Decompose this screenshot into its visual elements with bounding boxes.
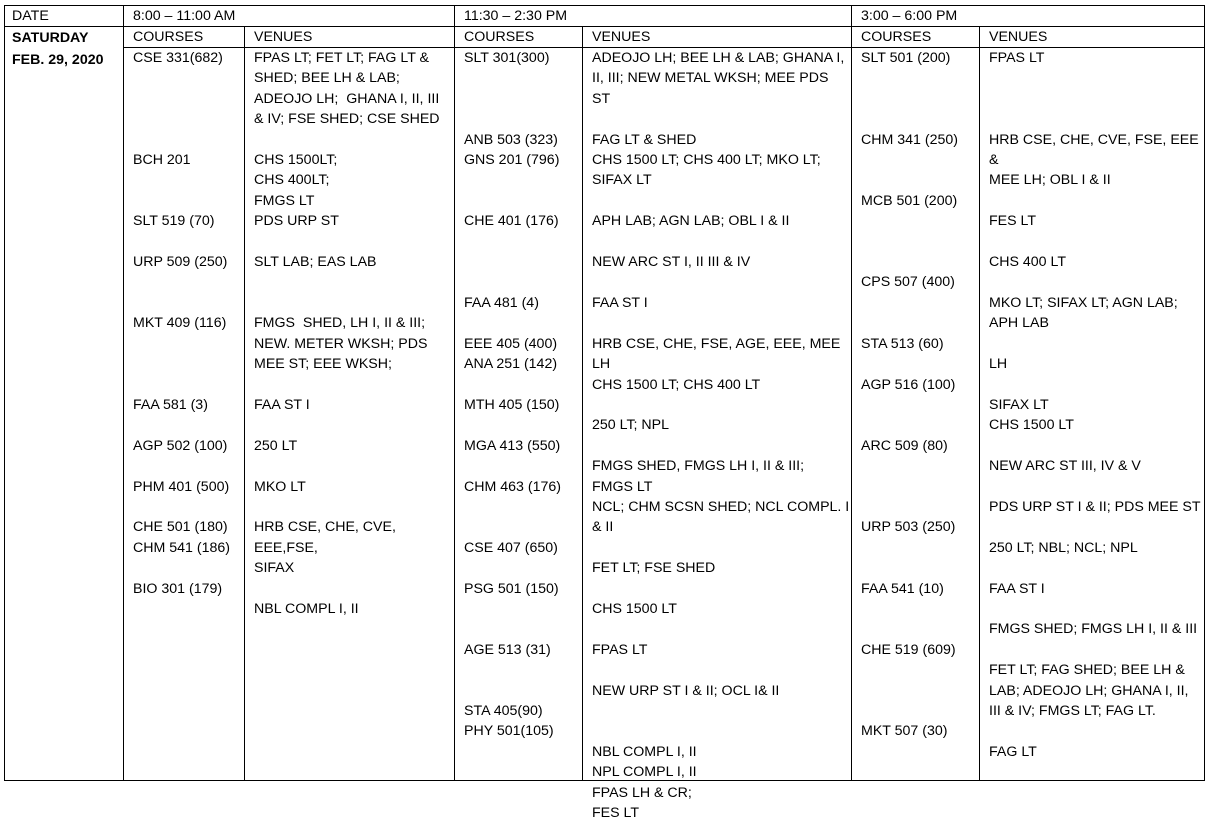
header-slot-afternoon: 11:30 – 2:30 PM xyxy=(464,8,568,24)
afternoon-venues: ADEOJO LH; BEE LH & LAB; GHANA I, II, III; NEW METAL WKSH; MEE PDS ST FAG LT & SHED CHS 1500 LT; CHS 400 LT; MKO LT; SIFAX LT APH LAB; AGN LAB; OBL I & II NEW ARC ST I, II III & IV FAA ST I HRB CSE, CHE, FSE, AGE, EEE, MEE LH CHS 1500 LT; CHS 400 LT 250 LT; NPL FMGS SHED, FMGS LH I, II & III; FMGS LT NCL; CHM SCSN SHED; NCL COMPL. I & II FET LT; FSE SHED CHS 1500 LT FPAS LT NEW URP ST I & II; OCL I& II NBL COMPL I, II NPL COMPL I, II FPAS LH & CR; FES LT xyxy=(592,50,850,822)
header-slot-evening: 3:00 – 6:00 PM xyxy=(861,8,958,24)
venues-heading-2: VENUES xyxy=(592,29,651,45)
venues-heading-1: VENUES xyxy=(254,29,313,45)
col-divider-venues-1 xyxy=(244,26,245,781)
morning-courses: CSE 331(682) BCH 201 SLT 519 (70) URP 509 (250) MKT 409 (116) FAA 581 (3) AGP 502 (100) PHM 401 (500) CHE 501 (180) CHM 541 (186) BIO 301 (179) xyxy=(133,50,230,597)
courses-heading-1: COURSES xyxy=(133,29,204,45)
col-divider-slot2 xyxy=(454,5,455,781)
col-divider-venues-2 xyxy=(582,26,583,781)
venues-heading-3: VENUES xyxy=(989,29,1048,45)
header-date: DATE xyxy=(12,8,49,24)
courses-heading-2: COURSES xyxy=(464,29,535,45)
morning-venues: FPAS LT; FET LT; FAG LT & SHED; BEE LH & LAB; ADEOJO LH; GHANA I, II, III & IV; FSE SHED; CSE SHED CHS 1500LT; CHS 400LT; FMGS LT PDS URP ST SLT LAB; EAS LAB FMGS SHED, LH I, II & III; NEW. METER WKSH; PDS MEE ST; EEE WKSH; FAA ST I 250 LT MKO LT HRB CSE, CHE, CVE, EEE,FSE, SIFAX NBL COMPL I, II xyxy=(254,50,440,617)
header-slot-morning: 8:00 – 11:00 AM xyxy=(133,8,236,24)
day-date: FEB. 29, 2020 xyxy=(12,52,104,68)
day-name: SATURDAY xyxy=(12,30,89,46)
evening-venues: FPAS LT HRB CSE, CHE, CVE, FSE, EEE & MEE LH; OBL I & II FES LT CHS 400 LT MKO LT; SIFAX LT; AGN LAB; APH LAB LH SIFAX LT CHS 1500 LT NEW ARC ST III, IV & V PDS URP ST I & II; PDS MEE ST 250 LT; NBL; NCL; NPL FAA ST I FMGS SHED; FMGS LH I, II & III FET LT; FAG SHED; BEE LH & LAB; ADEOJO LH; GHANA I, II, III & IV; FMGS LT; FAG LT. FAG LT xyxy=(989,50,1201,760)
col-divider-venues-3 xyxy=(979,26,980,781)
col-divider-date xyxy=(123,5,124,781)
evening-courses: SLT 501 (200) CHM 341 (250) MCB 501 (200) CPS 507 (400) STA 513 (60) AGP 516 (100) ARC 509 (80) URP 503 (250) FAA 541 (10) CHE 519 (609) MKT 507 (30) xyxy=(861,50,958,740)
afternoon-courses: SLT 301(300) ANB 503 (323) GNS 201 (796) CHE 401 (176) FAA 481 (4) EEE 405 (400) ANA 251 (142) MTH 405 (150) MGA 413 (550) CHM 463 (176) CSE 407 (650) PSG 501 (150) AGE 513 (31) STA 405(90) PHY 501(105) xyxy=(464,50,561,740)
col-divider-slot3 xyxy=(851,5,852,781)
courses-heading-3: COURSES xyxy=(861,29,932,45)
